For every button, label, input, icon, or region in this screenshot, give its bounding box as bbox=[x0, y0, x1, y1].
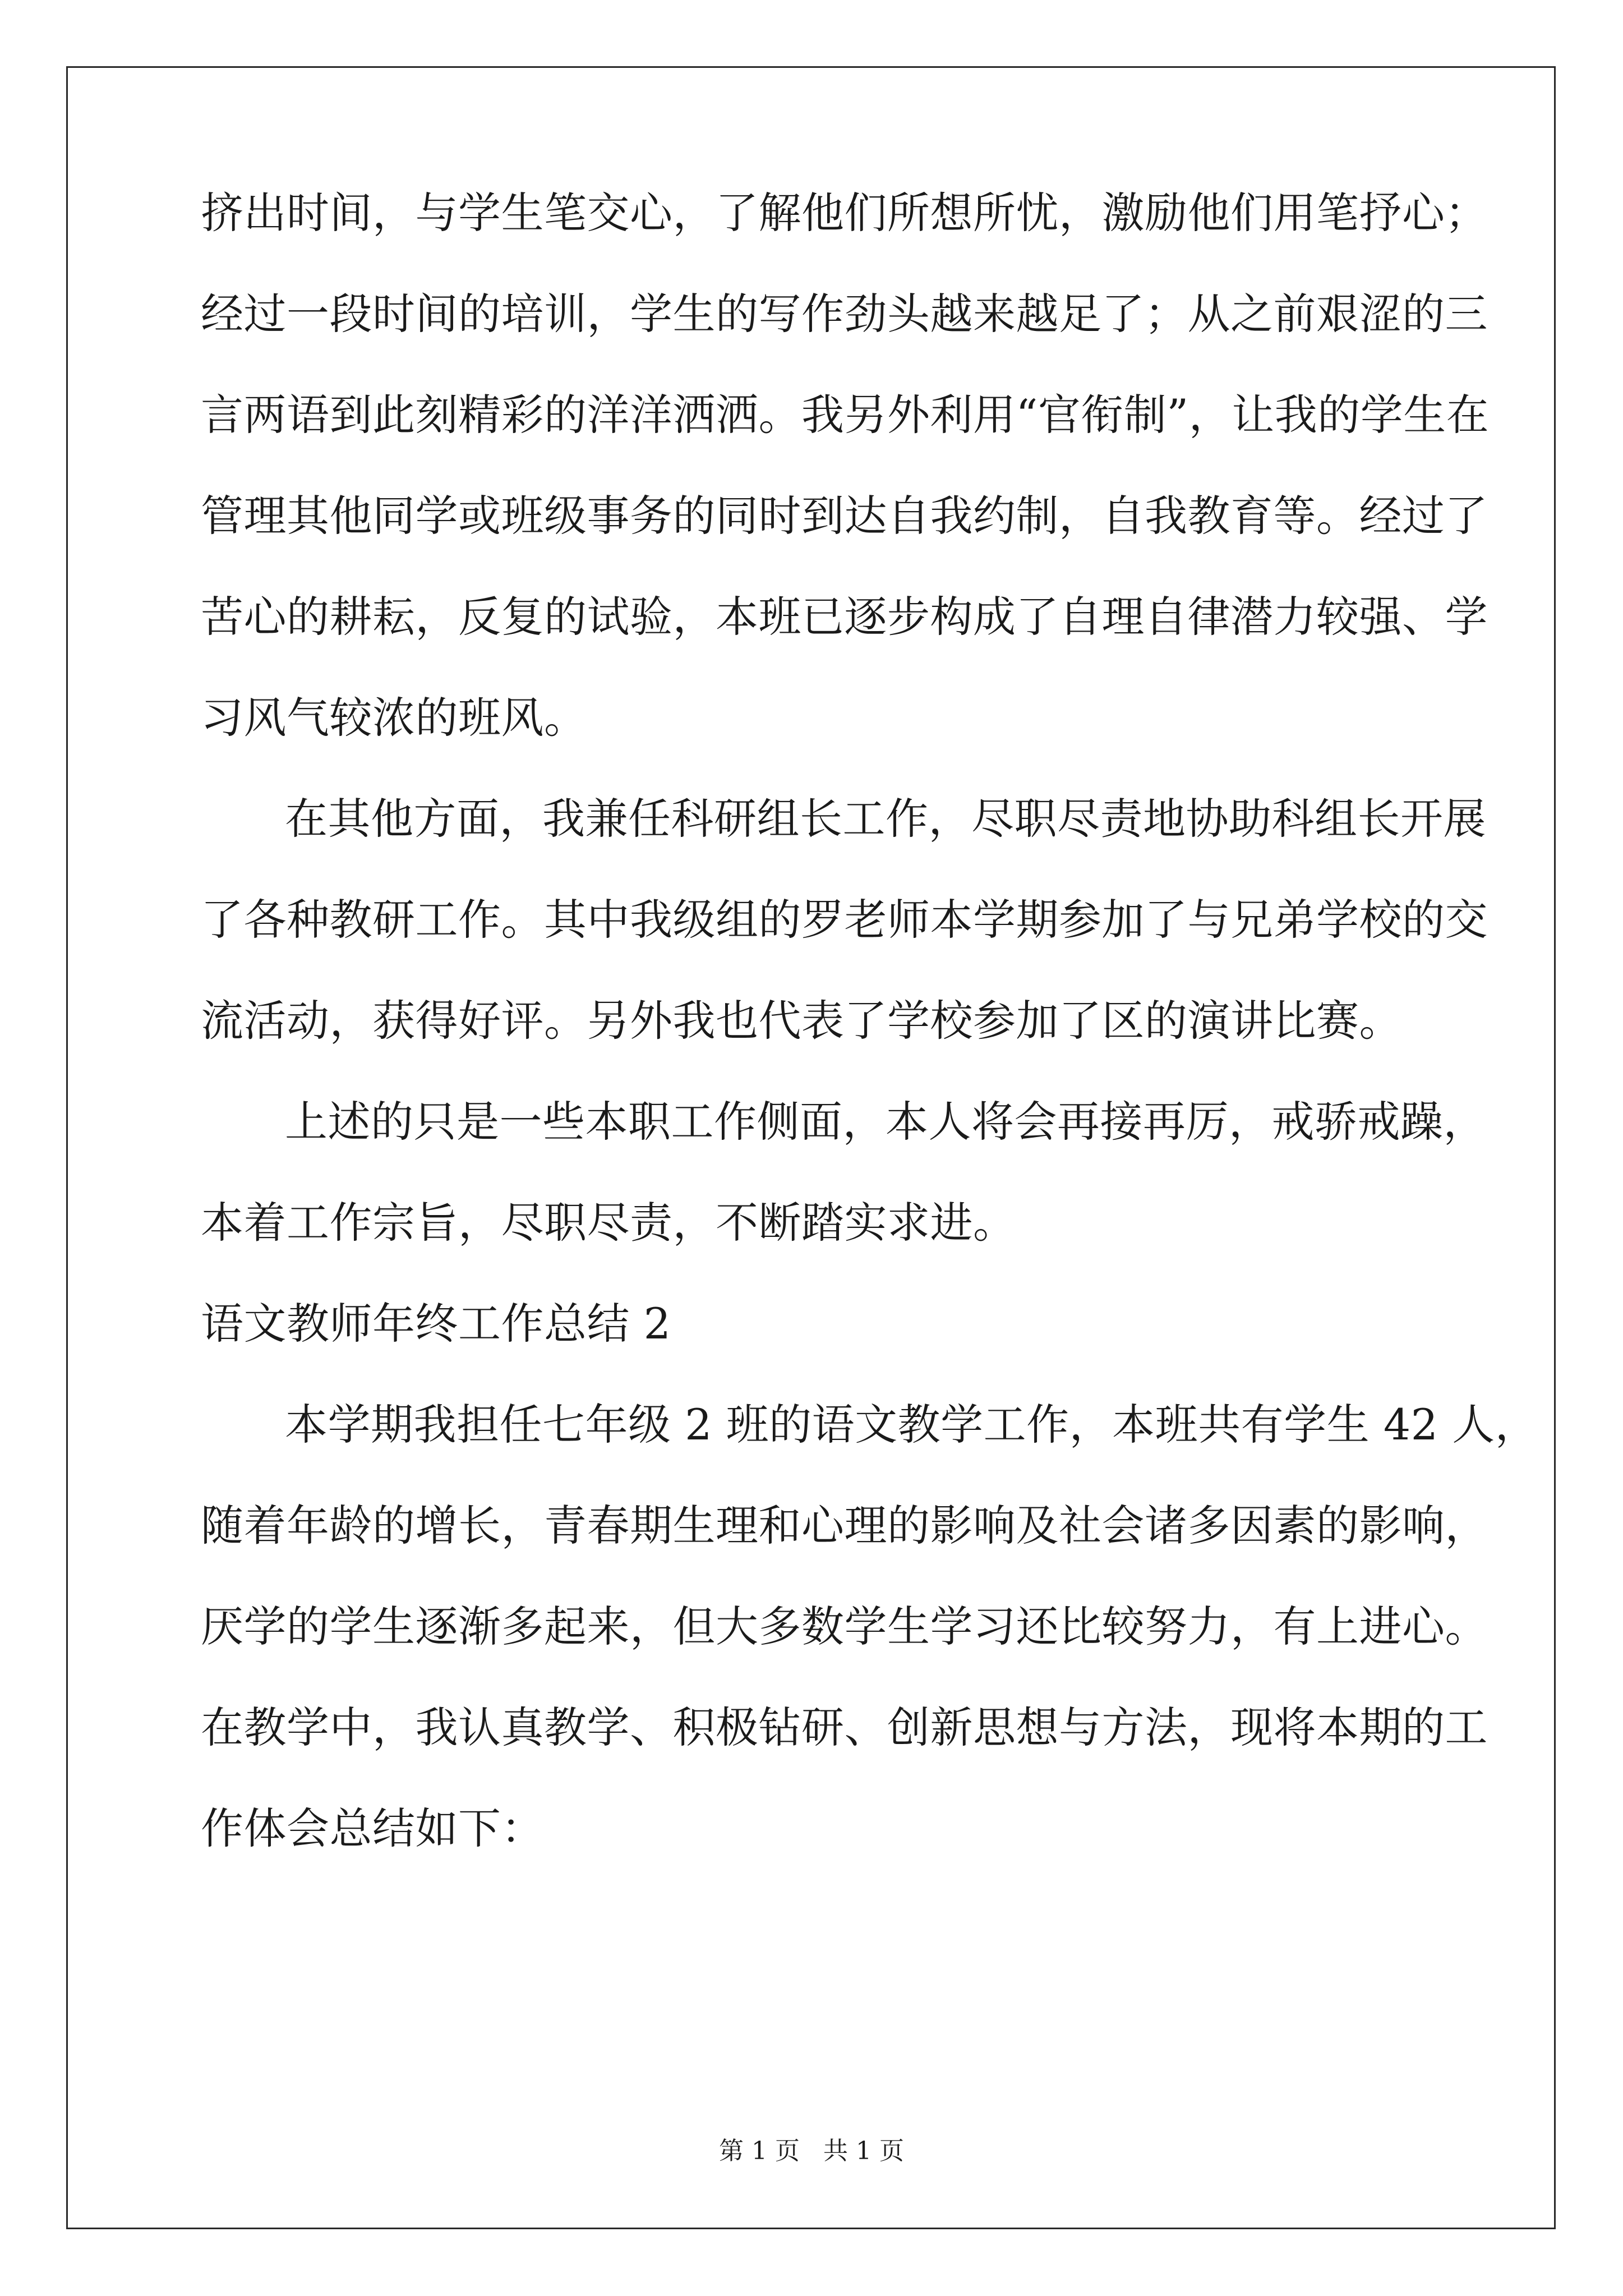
text-line: 流活动，获得好评。另外我也代表了学校参加了区的演讲比赛。 bbox=[201, 996, 1402, 1046]
text-line: 管理其他同学或班级事务的同时到达自我约制，自我教育等。经过了 bbox=[201, 491, 1488, 541]
text-line: 随着年龄的增长，青春期生理和心理的影响及社会诸多因素的影响， bbox=[201, 1501, 1488, 1550]
text-line: 在其他方面，我兼任科研组长工作，尽职尽责地协助科组长开展 bbox=[285, 794, 1486, 844]
text-line: 作体会总结如下： bbox=[201, 1803, 544, 1853]
text-line: 上述的只是一些本职工作侧面，本人将会再接再厉，戒骄戒躁， bbox=[285, 1097, 1486, 1147]
section-heading: 语文教师年终工作总结 2 bbox=[201, 1299, 671, 1349]
page-footer: 第 1 页 共 1 页 bbox=[719, 2137, 904, 2165]
text-line: 挤出时间，与学生笔交心，了解他们所想所忧，激励他们用笔抒心； bbox=[201, 188, 1488, 238]
document-body bbox=[201, 163, 1538, 1879]
text-line: 言两语到此刻精彩的洋洋洒洒。我另外利用“官衔制”，让我的学生在 bbox=[201, 390, 1490, 440]
text-line: 了各种教研工作。其中我级组的罗老师本学期参加了与兄弟学校的交 bbox=[201, 895, 1488, 945]
text-line: 本学期我担任七年级 2 班的语文教学工作，本班共有学生 42 人， bbox=[285, 1400, 1538, 1450]
text-line: 苦心的耕耘，反复的试验，本班已逐步构成了自理自律潜力较强、学 bbox=[201, 592, 1488, 642]
text-line: 习风气较浓的班风。 bbox=[201, 693, 587, 743]
text-line: 厌学的学生逐渐多起来，但大多数学生学习还比较努力，有上进心。 bbox=[201, 1602, 1488, 1651]
text-line: 在教学中，我认真教学、积极钻研、创新思想与方法，现将本期的工 bbox=[201, 1703, 1488, 1752]
text-line: 经过一段时间的培训，学生的写作劲头越来越足了；从之前艰涩的三 bbox=[201, 289, 1488, 339]
text-line: 本着工作宗旨，尽职尽责，不断踏实求进。 bbox=[201, 1198, 1016, 1248]
